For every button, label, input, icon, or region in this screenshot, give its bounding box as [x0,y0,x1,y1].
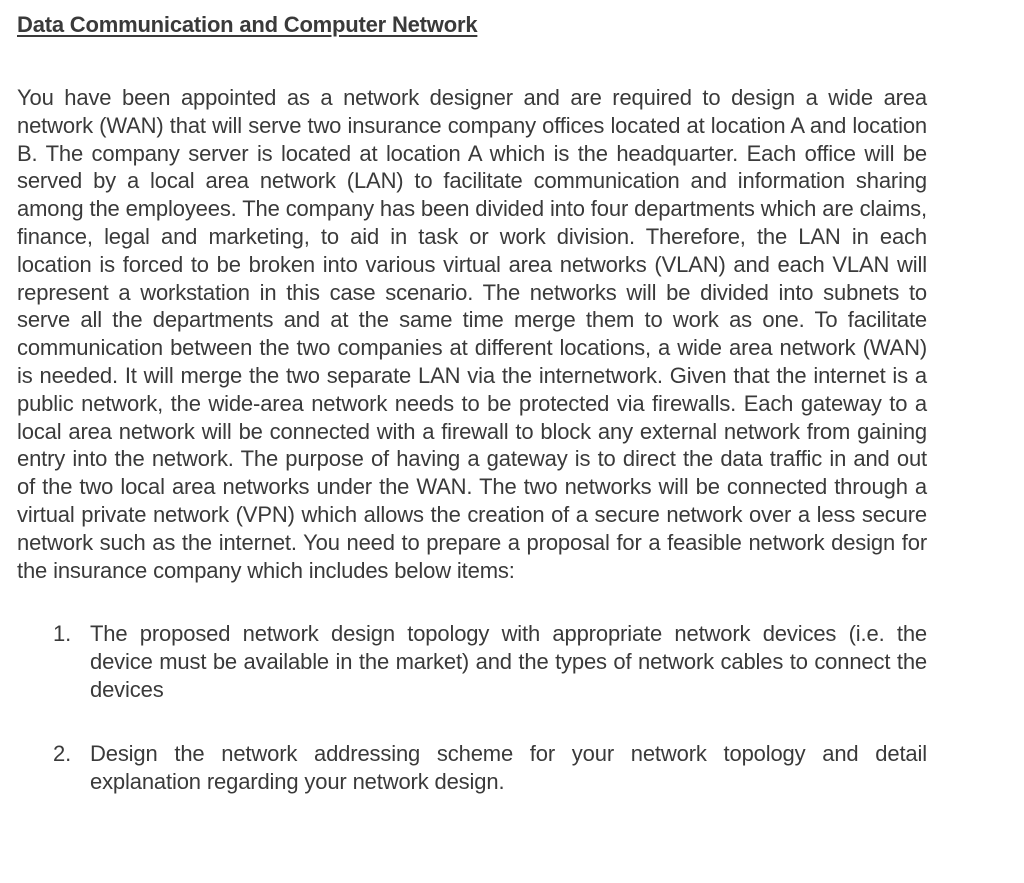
requirements-list [17,620,927,795]
list-item-number: 1. [53,621,72,647]
list-item [17,740,927,796]
body-paragraph: You have been appointed as a network designer and are required to design a wide area network (WAN) that will serve two insurance company offices located at location A and location B. The company server is located at location A which is the headquarter. Each office will be served by a local area network (LAN) to facilitate communication and information sharing among the employees. The company has been divided into four departments which are claims, finance, legal and marketing, to aid in task or work division. Therefore, the LAN in each location is forced to be broken into various virtual area networks (VLAN) and each VLAN will represent a workstation in this case scenario. The networks will be divided into subnets to serve all the departments and at the same time merge them to work as one. To facilitate communication between the two companies at different locations, a wide area network (WAN) is needed. It will merge the two separate LAN via the internetwork. Given that the internet is a public network, the wide-area network needs to be protected via firewalls. Each gateway to a local area network will be connected with a firewall to block any external network from gaining entry into the network. The purpose of having a gateway is to direct the data traffic in and out of the two local area networks under the WAN. The two networks will be connected through a virtual private network (VPN) which allows the creation of a secure network over a less secure network such as the internet. You need to prepare a proposal for a feasible network design for the insurance company which includes below items: [17,85,927,583]
list-item-number: 2. [53,740,72,766]
list-item-text: Design the network addressing scheme for your network topology and detail explanation regarding your network design. [90,740,927,794]
list-item-text: The proposed network design topology with appropriate network devices (i.e. the device must be available in the market) and the types of network cables to connect the devices [90,621,927,702]
document-title: Data Communication and Computer Network [17,12,478,37]
list-item [17,620,927,703]
document [17,10,927,831]
